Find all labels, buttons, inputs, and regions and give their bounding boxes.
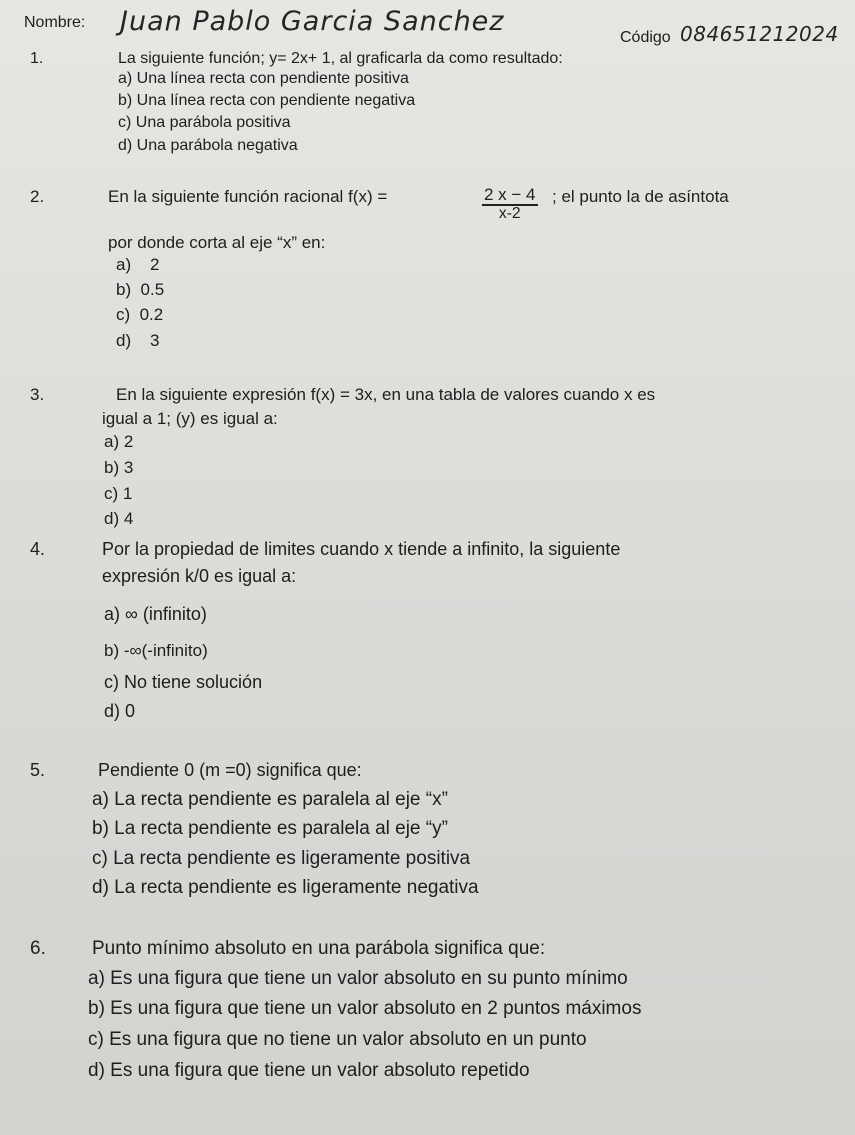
question-3-text-after: , en una tabla de valores cuando x es: [372, 385, 656, 404]
question-2-stem: [108, 187, 387, 207]
question-1-option-a[interactable]: a) Una línea recta con pendiente positiva: [118, 70, 409, 87]
question-2-fraction-numerator: 2 x − 4: [484, 185, 536, 204]
question-2-fraction: [480, 186, 540, 222]
question-1-text-before: La siguiente función;: [118, 50, 265, 67]
student-code-handwritten: 084651212024: [680, 22, 839, 46]
question-2-option-d[interactable]: d) 3: [116, 331, 160, 350]
question-1-formula: y= 2x+ 1: [269, 50, 331, 67]
question-6-option-d[interactable]: d) Es una figura que tiene un valor absoluto repetido: [88, 1060, 530, 1081]
question-4-line-2: expresión k/0 es igual a:: [102, 566, 297, 586]
question-3-stem: [116, 385, 655, 405]
question-3-option-c[interactable]: c) 1: [104, 484, 133, 503]
question-3-option-a[interactable]: a) 2: [104, 432, 134, 451]
question-6-line-1: Punto mínimo absoluto en una parábola significa que:: [92, 938, 546, 959]
question-4-option-c[interactable]: c) No tiene solución: [104, 672, 263, 692]
question-2-text-before: En la siguiente función racional: [108, 187, 344, 206]
name-label: Nombre:: [24, 14, 86, 31]
question-1-text-after: , al graficarla da como resultado:: [330, 50, 563, 67]
question-3-formula: f(x) = 3x: [310, 385, 373, 404]
question-1-option-c[interactable]: c) Una parábola positiva: [118, 114, 291, 131]
question-3-option-b[interactable]: b) 3: [104, 458, 134, 477]
question-2-text-after: ; el punto la de asíntota: [552, 187, 729, 206]
question-3-number: 3.: [30, 385, 45, 404]
question-4-number: 4.: [30, 539, 46, 559]
question-6-option-b[interactable]: b) Es una figura que tiene un valor absoluto en 2 puntos máximos: [88, 998, 642, 1019]
question-6-option-a[interactable]: a) Es una figura que tiene un valor absoluto en su punto mínimo: [88, 968, 628, 989]
question-4-option-a[interactable]: a) ∞ (infinito): [104, 604, 207, 624]
question-3-text-before: En la siguiente expresión: [116, 385, 306, 404]
code-label: Código: [620, 29, 671, 46]
question-2-option-c[interactable]: c) 0.2: [116, 305, 164, 324]
question-2-line-2: por donde corta al eje “x” en:: [108, 233, 326, 252]
question-5-option-a[interactable]: a) La recta pendiente es paralela al eje “x”: [92, 789, 448, 810]
question-2-fraction-denominator: x-2: [498, 204, 521, 222]
question-2-option-a[interactable]: a) 2: [116, 255, 160, 274]
question-4-option-d[interactable]: d) 0: [104, 701, 136, 721]
student-name-handwritten: Juan Pablo Garcia Sanchez: [120, 6, 505, 37]
question-5-number: 5.: [30, 760, 46, 780]
question-1-stem: [118, 50, 563, 68]
question-2-formula-lhs: f(x) =: [348, 187, 388, 206]
question-1-number: 1.: [30, 50, 44, 67]
question-4-line-1: Por la propiedad de limites cuando x tiende a infinito, la siguiente: [102, 539, 621, 559]
question-5-line-1: Pendiente 0 (m =0) significa que:: [98, 760, 362, 780]
question-6-number: 6.: [30, 938, 46, 959]
question-5-option-d[interactable]: d) La recta pendiente es ligeramente negativa: [92, 877, 479, 898]
question-1-option-d[interactable]: d) Una parábola negativa: [118, 137, 298, 154]
question-5-option-c[interactable]: c) La recta pendiente es ligeramente positiva: [92, 848, 471, 869]
question-3-line-2: igual a 1; (y) es igual a:: [102, 409, 278, 428]
question-4-option-b[interactable]: b) -∞(-infinito): [104, 641, 208, 660]
question-5-option-b[interactable]: b) La recta pendiente es paralela al eje “y”: [92, 818, 448, 839]
question-6-option-c[interactable]: c) Es una figura que no tiene un valor absoluto en un punto: [88, 1029, 587, 1050]
question-3-option-d[interactable]: d) 4: [104, 509, 134, 528]
question-2-option-b[interactable]: b) 0.5: [116, 280, 165, 299]
question-1-option-b[interactable]: b) Una línea recta con pendiente negativa: [118, 92, 416, 109]
question-2-number: 2.: [30, 187, 45, 206]
